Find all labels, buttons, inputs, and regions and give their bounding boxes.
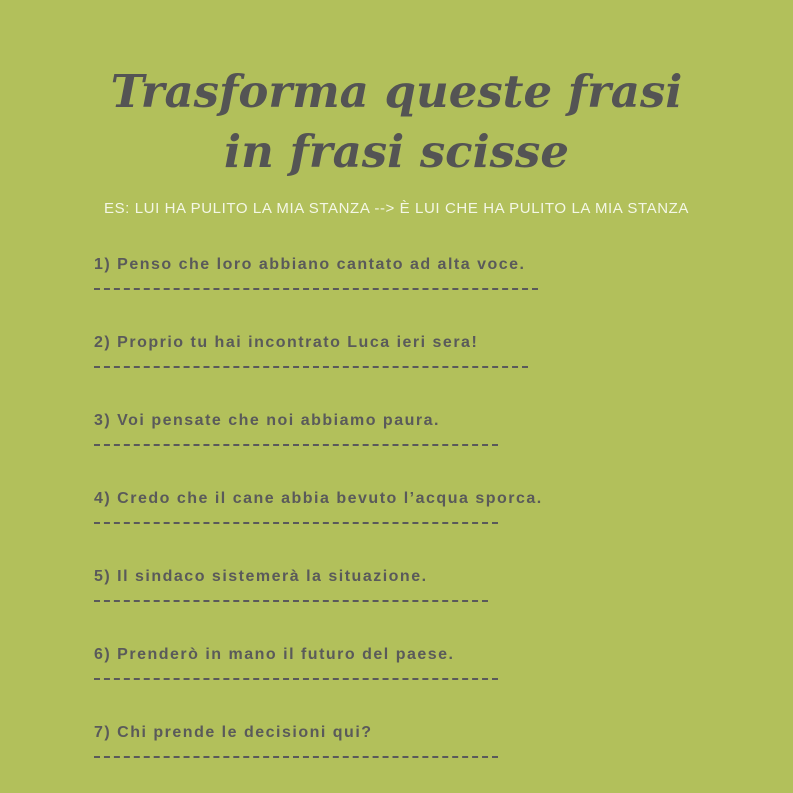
exercise-6 [94, 645, 734, 665]
answer-line[interactable] [94, 600, 488, 602]
title-line-2: in frasi scisse [224, 125, 569, 178]
exercise-prompt: 4) Credo che il cane abbia bevuto l’acqua sporca. [94, 490, 543, 507]
exercise-prompt: 3) Voi pensate che noi abbiamo paura. [94, 412, 440, 429]
exercise-prompt: 7) Chi prende le decisioni qui? [94, 724, 373, 741]
title-line-1: Trasforma queste frasi [110, 65, 683, 118]
answer-line[interactable] [94, 366, 528, 368]
answer-line[interactable] [94, 444, 498, 446]
exercise-3 [94, 411, 734, 431]
exercise-1 [94, 255, 734, 275]
exercise-prompt: 5) Il sindaco sistemerà la situazione. [94, 568, 428, 585]
exercise-5 [94, 567, 734, 587]
answer-line[interactable] [94, 756, 498, 758]
exercise-prompt: 1) Penso che loro abbiano cantato ad alta voce. [94, 256, 526, 273]
exercise-prompt: 6) Prenderò in mano il futuro del paese. [94, 646, 455, 663]
exercise-4 [94, 489, 734, 509]
answer-line[interactable] [94, 678, 498, 680]
exercise-7 [94, 723, 734, 743]
exercise-2 [94, 333, 734, 353]
exercise-prompt: 2) Proprio tu hai incontrato Luca ieri sera! [94, 334, 479, 351]
example-sentence: ES: LUI HA PULITO LA MIA STANZA --> È LUI CHE HA PULITO LA MIA STANZA [103, 200, 690, 217]
answer-line[interactable] [94, 522, 498, 524]
answer-line[interactable] [94, 288, 538, 290]
